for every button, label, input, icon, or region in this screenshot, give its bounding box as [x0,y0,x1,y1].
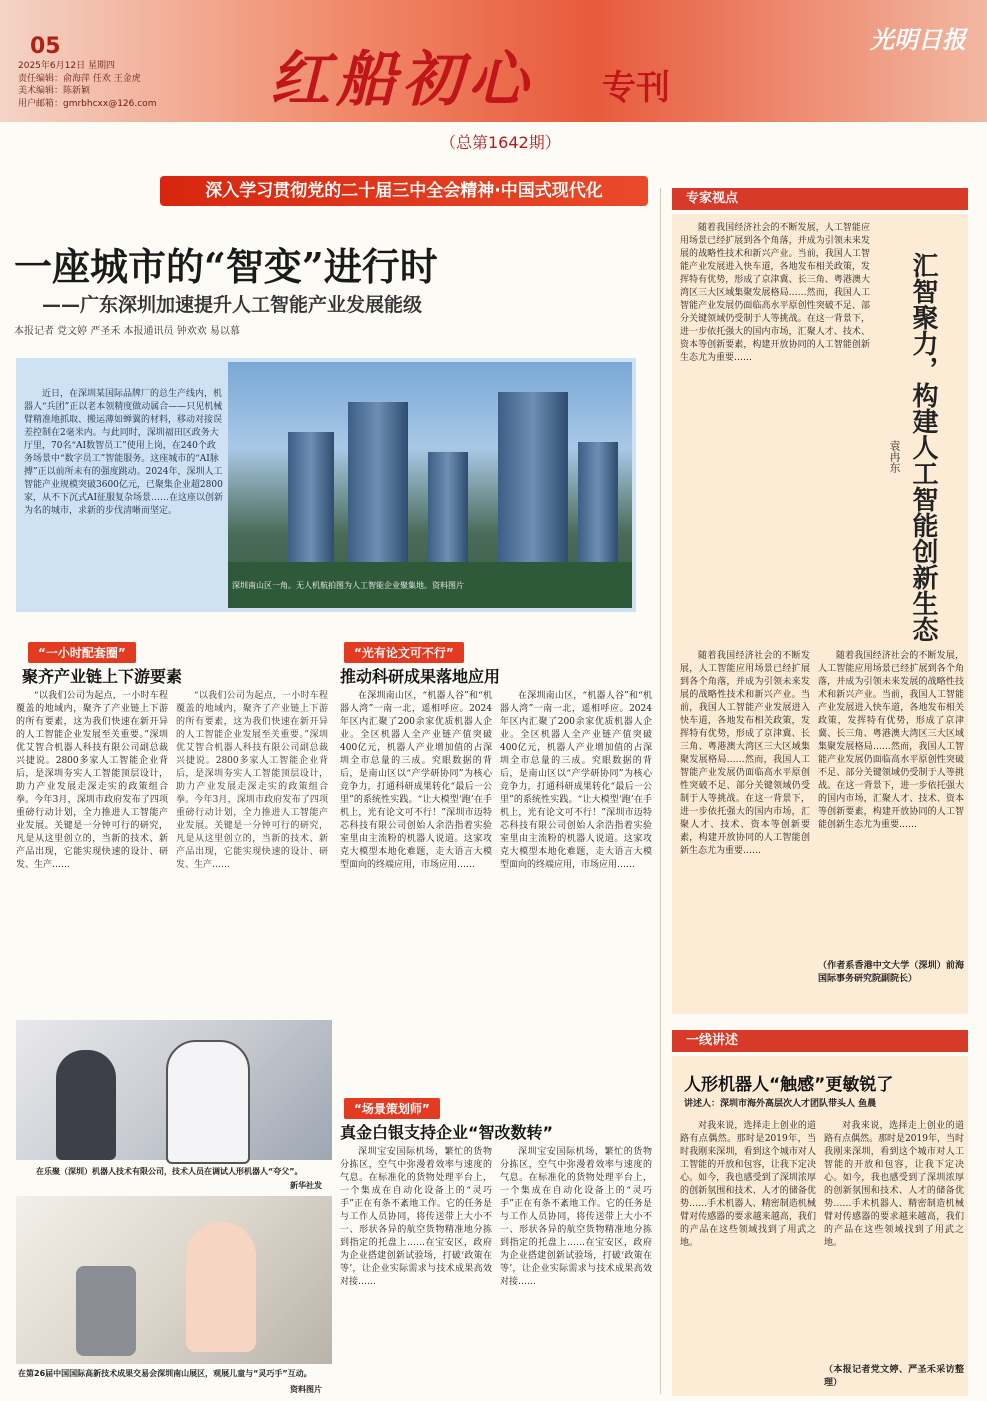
lead-intro-text: 近日，在深圳某国际品牌厂的总生产线内，机器人“兵团”正以老本领精度做动属合——只见机械臂精准地抓取、搬运薄如蝉翼的材料，移动对接误差控制在2毫米内。与此同时，深圳福田区政务大厅里，70名“AI数智员工”使用上岗，在240个政务场景中“数字员工”智能服务。这座城市的“AI脉搏”正以前所未有的强度跳动。2024年，深圳人工智能产业规模突破3600亿元，已聚集企业超2800家，从不下沉式AI征服复杂场景……在这座以创新为名的城市，求新的步伐清晰而坚定。 [24,389,224,516]
meta-art-editor: 美术编辑：陈新颖 [18,86,91,96]
hand-photo-caption: 在第26届中国国际高新技术成果交易会深圳南山展区，观展儿童与“灵巧手”互动。 [18,1369,312,1378]
expert-author-note: （作者系香港中文大学（深圳）前海国际事务研究院副院长） [818,961,964,984]
expert-article-paragraph: 随着我国经济社会的不断发展，人工智能应用场景已经扩展到各个角落，并成为引领未来发展的战略性技术和新兴产业。当前，我国人工智能产业发展进入快车道，各地发布相关政策，发挥特有优势，形成了京津冀、长三角、粤港澳大湾区三大区域集聚发展格局……然而，我国人工智能产业发展仍面临高水平原创性突破不足、部分关键领域仍受制于人等挑战。在这一背景下，进一步依托强大的国内市场，汇聚人才、技术、资本等创新要素，构建开放协同的人工智能创新生态尤为重要…… [680,223,870,363]
hand-photo-credit: 资料图片 [290,1385,322,1394]
frontline-article-paragraph-cont: 对我来说，选择走上创业的道路有点偶然。那时是2019年，当时我刚来深圳，看到这个城市对人工智能的开放和包容，让我下定决心。如今，我也感受到了深圳浓厚的创新氛围和技术、人才的储备优势……手术机器人、精密制造机械臂对传感器的要求越来越高，我们的产品在这些领域找到了用武之地。 [824,1121,964,1248]
mid-article-text-2-cont [500,1146,652,1394]
frontline-note: （本报记者党文婷、严圣禾采访整理） [824,1365,964,1388]
section-tag: 专刊 [602,68,670,108]
mid-section-title-2: 真金白银支持企业“智改数转” [340,1123,554,1142]
city-photo-caption: 深圳南山区一角。无人机航拍图为人工智能企业聚集地。资料图片 [232,581,464,590]
expert-article-text-cont2 [818,650,964,950]
issue-number: （总第1642期） [440,133,561,152]
left-article-text [16,690,168,1010]
humanoid-robot-photo [16,1020,332,1160]
robot-photo-credit: 新华社发 [290,1181,322,1190]
lead-subheadline: ——广东深圳加速提升人工智能产业发展能级 [42,294,423,316]
left-article-text-cont [176,690,328,1010]
meta-email: 用户邮箱：gmrbhcxx@126.com [18,98,157,109]
city-skyline-photo [228,362,632,608]
expert-title: 汇智聚力，构建人工智能创新生态 [908,252,938,642]
frontline-section-label: 一线讲述 [672,1030,968,1052]
frontline-speaker: 讲述人：深圳市海外高层次人才团队带头人 鱼晨 [684,1099,877,1109]
page-number: 05 [30,34,61,59]
frontline-article-text-cont [824,1120,964,1360]
mid-section-label-1: “光有论文可不行” [344,642,464,663]
mid-article-paragraph-1: 在深圳南山区，“机器人谷”和“机器人湾”一南一北，遥相呼应。2024年区内汇聚了200余家优质机器人企业。全区机器人全产业链产值突破400亿元，机器人产业增加值的占深圳全市总量的三成。究眼数据的背后，是南山区以“产学研协同”为核心竞争力，打通科研成果转化“最后一公里”的系统性实践。“让大模型‘跑’在手机上，光有论文可不行！”深圳市迈特芯科技有限公司创始人余浩指着实验室里由主流粉的机器人说道。这家攻克大模型本地化难题，走大语言大模型面向的终端应用，市场应用…… [340,691,492,870]
frontline-title: 人形机器人“触感”更敏锐了 [684,1075,894,1095]
mid-article-text-1-cont [500,690,652,1074]
lead-headline: 一座城市的“智变”进行时 [14,244,438,289]
expert-author: 袁冉东 [888,440,901,473]
left-section-title: 聚齐产业链上下游要素 [22,667,183,686]
robot-photo-caption: 在乐聚（深圳）机器人技术有限公司，技术人员在调试人形机器人“夸父”。 [36,1167,303,1176]
meta-date: 2025年6月12日 星期四 [18,61,115,71]
column-divider [660,188,661,1394]
mid-article-paragraph-2-cont: 深圳宝安国际机场，繁忙的货物分拣区，空气中弥漫着效率与速度的气息。在标准化的货物处理平台上，一个集成在自动化设备上的“灵巧手”正在有条不紊地工作。它的任务是与工作人员协同，将传送带上大小不一、形状各异的航空货物精准地分拣到指定的托盘上……在宝安区，政府为企业搭建创新试验场，打破‘政策在等’，让企业实际需求与技术成果高效对接…… [500,1147,652,1287]
expert-article-paragraph-cont2: 随着我国经济社会的不断发展，人工智能应用场景已经扩展到各个角落，并成为引领未来发展的战略性技术和新兴产业。当前，我国人工智能产业发展进入快车道，各地发布相关政策，发挥特有优势，形成了京津冀、长三角、粤港澳大湾区三大区域集聚发展格局……然而，我国人工智能产业发展仍面临高水平原创性突破不足、部分关键领域仍受制于人等挑战。在这一背景下，进一步依托强大的国内市场，汇聚人才、技术、资本等创新要素，构建开放协同的人工智能创新生态尤为重要…… [818,651,964,830]
mid-section-title-1: 推动科研成果落地应用 [340,667,501,686]
expert-article-text [680,222,870,642]
lead-byline: 本报记者 党文婷 严圣禾 本报通讯员 钟欢欢 易以慕 [14,326,240,337]
masthead-meta [18,60,156,110]
left-article-paragraph-cont: “以我们公司为起点，一小时车程覆盖的地域内，聚齐了产业链上下游的所有要素，这为我们快速在新开异的人工智能企业发展至关重要。”深圳优艾智合机器人科技有限公司副总裁兴捷说。2800多家人工智能企业背后，是深圳夯实人工智能顶层设计，助力产业发展走深走实的政策组合拳。今年3月，深圳市政府发布了四项重磅行动计划，全力推进人工智能产业发展。关键是一分钟可行的研究，凡是从这里创立的，当新的技术、新产品出现，它能实现快速的设计、研发、生产…… [176,691,328,870]
paper-logo: 光明日报 [870,25,966,54]
mid-section-label-2: “场景策划师” [344,1098,440,1119]
frontline-article-paragraph: 对我来说，选择走上创业的道路有点偶然。那时是2019年，当时我刚来深圳，看到这个城市对人工智能的开放和包容，让我下定决心。如今，我也感受到了深圳浓厚的创新氛围和技术、人才的储备优势……手术机器人、精密制造机械臂对传感器的要求越来越高，我们的产品在这些领域找到了用武之地。 [680,1121,816,1248]
meta-editors: 责任编辑：俞海萍 任欢 王金虎 [18,73,141,84]
dexterous-hand-photo [16,1196,332,1364]
mid-article-paragraph-1-cont: 在深圳南山区，“机器人谷”和“机器人湾”一南一北，遥相呼应。2024年区内汇聚了200余家优质机器人企业。全区机器人全产业链产值突破400亿元，机器人产业增加值的占深圳全市总量的三成。究眼数据的背后，是南山区以“产学研协同”为核心竞争力，打通科研成果转化“最后一公里”的系统性实践。“让大模型‘跑’在手机上，光有论文可不行！”深圳市迈特芯科技有限公司创始人余浩指着实验室里由主流粉的机器人说道。这家攻克大模型本地化难题，走大语言大模型面向的终端应用，市场应用…… [500,691,652,870]
mid-article-paragraph-2: 深圳宝安国际机场，繁忙的货物分拣区，空气中弥漫着效率与速度的气息。在标准化的货物处理平台上，一个集成在自动化设备上的“灵巧手”正在有条不紊地工作。它的任务是与工作人员协同，将传送带上大小不一、形状各异的航空货物精准地分拣到指定的托盘上……在宝安区，政府为企业搭建创新试验场，打破‘政策在等’，让企业实际需求与技术成果高效对接…… [340,1147,492,1287]
mid-article-text-2 [340,1146,492,1394]
expert-section-label: 专家视点 [672,188,968,210]
section-title: 红船初心 [270,45,534,115]
left-section-label: “一小时配套圈” [28,642,136,663]
mid-article-text-1 [340,690,492,1074]
frontline-article-text [680,1120,816,1384]
expert-article-paragraph-cont: 随着我国经济社会的不断发展，人工智能应用场景已经扩展到各个角落，并成为引领未来发展的战略性技术和新兴产业。当前，我国人工智能产业发展进入快车道，各地发布相关政策，发挥特有优势，形成了京津冀、长三角、粤港澳大湾区三大区域集聚发展格局……然而，我国人工智能产业发展仍面临高水平原创性突破不足、部分关键领域仍受制于人等挑战。在这一背景下，进一步依托强大的国内市场，汇聚人才、技术、资本等创新要素，构建开放协同的人工智能创新生态尤为重要…… [680,651,810,856]
topic-banner: 深入学习贯彻党的二十届三中全会精神·中国式现代化 [160,176,648,206]
left-article-paragraph: “以我们公司为起点，一小时车程覆盖的地域内，聚齐了产业链上下游的所有要素，这为我们快速在新开异的人工智能企业发展至关重要。”深圳优艾智合机器人科技有限公司副总裁兴捷说。2800多家人工智能企业背后，是深圳夯实人工智能顶层设计，助力产业发展走深走实的政策组合拳。今年3月，深圳市政府发布了四项重磅行动计划，全力推进人工智能产业发展。关键是一分钟可行的研究，凡是从这里创立的，当新的技术、新产品出现，它能实现快速的设计、研发、生产…… [16,691,168,870]
expert-article-text-cont [680,650,810,980]
